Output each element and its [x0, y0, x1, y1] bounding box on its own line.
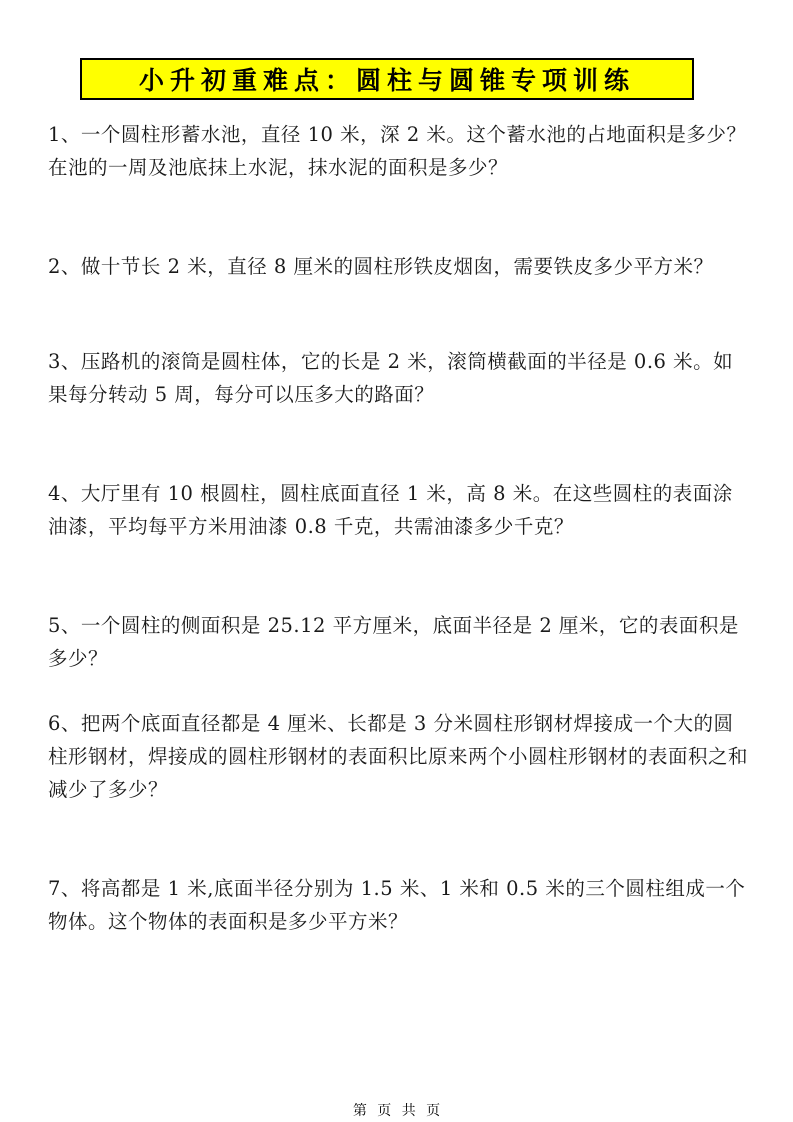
- question-6: 6、把两个底面直径都是 4 厘米、长都是 3 分米圆柱形钢材焊接成一个大的圆柱形钢材，焊接成的圆柱形钢材的表面积比原来两个小圆柱形钢材的表面积之和减少了多少？: [48, 712, 749, 801]
- question-3: 3、压路机的滚筒是圆柱体，它的长是 2 米，滚筒横截面的半径是 0.6 米。如果每分转动 5 周，每分可以压多大的路面？: [48, 350, 734, 406]
- question-1: 1、一个圆柱形蓄水池，直径 10 米，深 2 米。这个蓄水池的占地面积是多少？在池的一周及池底抹上水泥，抹水泥的面积是多少？: [48, 123, 747, 179]
- page-footer: 第 页 共 页: [352, 1103, 441, 1119]
- question-5: 5、一个圆柱的侧面积是 25.12 平方厘米，底面半径是 2 厘米，它的表面积是多少？: [48, 614, 739, 670]
- title-banner: [80, 58, 694, 100]
- question-7: 7、将高都是 1 米,底面半径分别为 1.5 米、1 米和 0.5 米的三个圆柱组成一个物体。这个物体的表面积是多少平方米？: [48, 877, 746, 933]
- question-4: 4、大厅里有 10 根圆柱，圆柱底面直径 1 米，高 8 米。在这些圆柱的表面涂油漆，平均每平方米用油漆 0.8 千克，共需油漆多少千克？: [48, 482, 733, 538]
- page-title: 小升初重难点：圆柱与圆锥专项训练: [138, 66, 635, 95]
- question-2: 2、做十节长 2 米，直径 8 厘米的圆柱形铁皮烟囱，需要铁皮多少平方米？: [48, 255, 714, 278]
